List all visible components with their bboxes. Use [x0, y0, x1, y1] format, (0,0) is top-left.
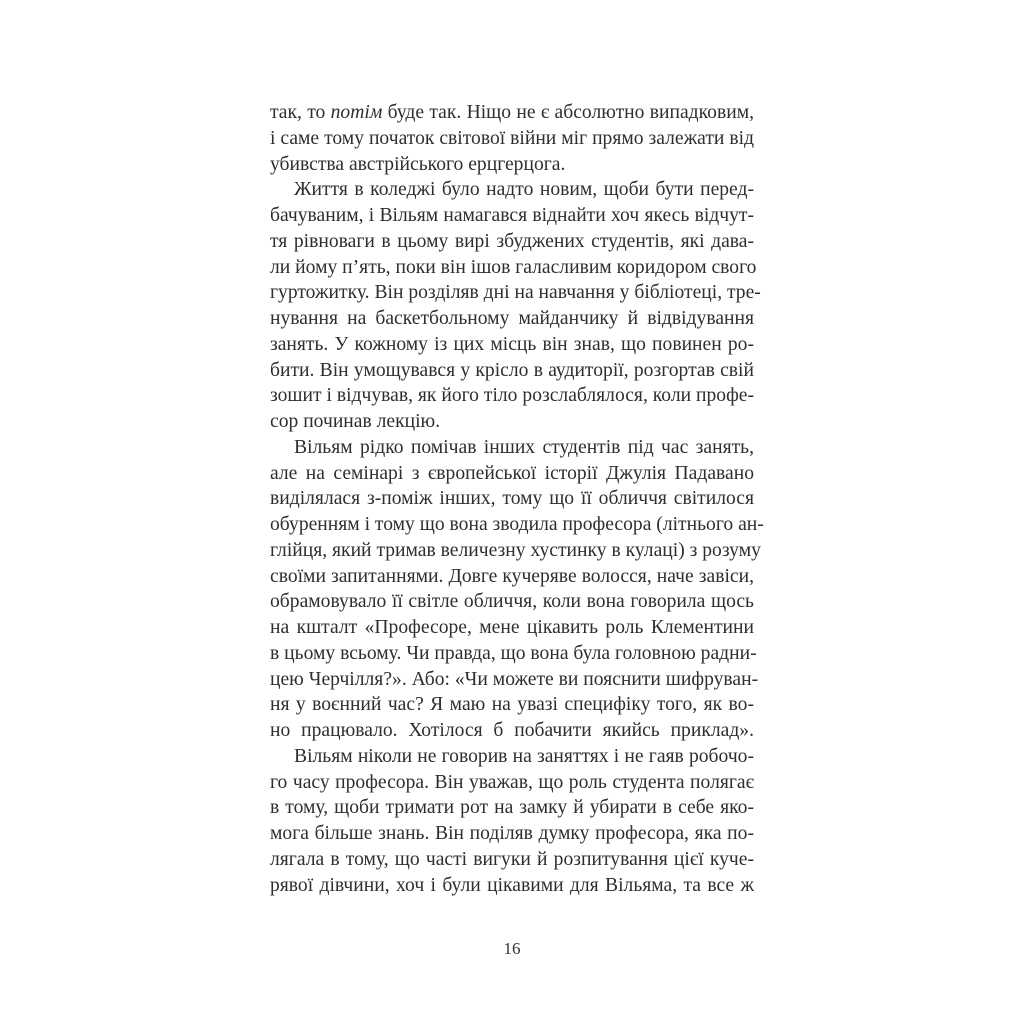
text-line: гуртожитку. Він розділяв дні на навчання у бібліотеці, тре- — [270, 282, 761, 304]
text-span: буде так. Ніщо не є абсолютно випадковим, — [382, 102, 754, 123]
text-line: в тому, щоби тримати рот на замку й убирати в себе яко- — [270, 797, 754, 819]
text-line: лягала в тому, що часті вигуки й розпитування цієї куче- — [270, 848, 754, 870]
text-line: своїми запитаннями. Довге кучеряве волосся, наче завіси, — [270, 565, 754, 587]
page-number: 16 — [503, 939, 521, 958]
text-line: рявої дівчини, хоч і були цікавими для Вільяма, та все ж — [270, 874, 754, 896]
text-line: нування на баскетбольному майданчику й відвідування — [270, 308, 754, 329]
paragraph-start-line: Вільям ніколи не говорив на заняттях і не гаяв робочо- — [294, 745, 754, 767]
text-line: ня у воєнний час? Я маю на увазі специфіку того, як во- — [270, 694, 754, 716]
text-line: але на семінарі з європейської історії Джулія Падавано — [270, 462, 754, 484]
text-line: занять. У кожному із цих місць він знав, що повинен ро- — [270, 333, 754, 355]
text-line: цею Черчілля?». Або: «Чи можете ви пояснити шифруван- — [270, 668, 759, 690]
text-line: убивства австрійського ерцгерцога. — [270, 153, 566, 175]
text-line: ли йому п’ять, поки він ішов галасливим коридором свого — [270, 256, 757, 278]
text-line — [270, 100, 754, 126]
text-line: мога більше знань. Він поділяв думку професора, яка по- — [270, 823, 754, 844]
text-line: виділялася з-поміж інших, тому що її обличчя світилося — [270, 488, 754, 510]
text-span: так, то — [270, 102, 331, 123]
text-line: обуренням і тому що вона зводила професора (літнього ан- — [270, 514, 764, 535]
text-line: обрамовувало її світле обличчя, коли вона говорила щось — [270, 591, 754, 613]
paragraph-start-line: Життя в коледжі було надто новим, щоби бути перед- — [294, 179, 754, 201]
italic-word: потім — [330, 102, 383, 123]
text-line: но працювало. Хотілося б побачити якийсь приклад». — [270, 720, 754, 741]
text-line: го часу професора. Він уважав, що роль студента полягає — [270, 771, 754, 793]
paragraph-start-line: Вільям рідко помічав інших студентів під час занять, — [294, 436, 754, 458]
book-page-text — [270, 100, 764, 898]
text-line: бачуваним, і Вільям намагався віднайти хоч якесь відчут- — [270, 205, 754, 226]
text-line: на кшталт «Професоре, мене цікавить роль Клементини — [270, 617, 754, 638]
text-line: тя рівноваги в цьому вирі збуджених студентів, які дава- — [270, 230, 754, 252]
text-line: глійця, який тримав величезну хустинку в кулаці) з розуму — [270, 539, 761, 561]
text-line: в цьому всьому. Чи правда, що вона була головною радни- — [270, 642, 757, 664]
text-line: і саме тому початок світової війни міг прямо залежати від — [270, 127, 754, 149]
text-line: бити. Він умощувався у крісло в аудиторії, розгортав свій — [270, 359, 754, 381]
text-line: сор починав лекцію. — [270, 411, 441, 432]
text-line: зошит і відчував, як його тіло розслаблялося, коли профе- — [270, 385, 754, 407]
